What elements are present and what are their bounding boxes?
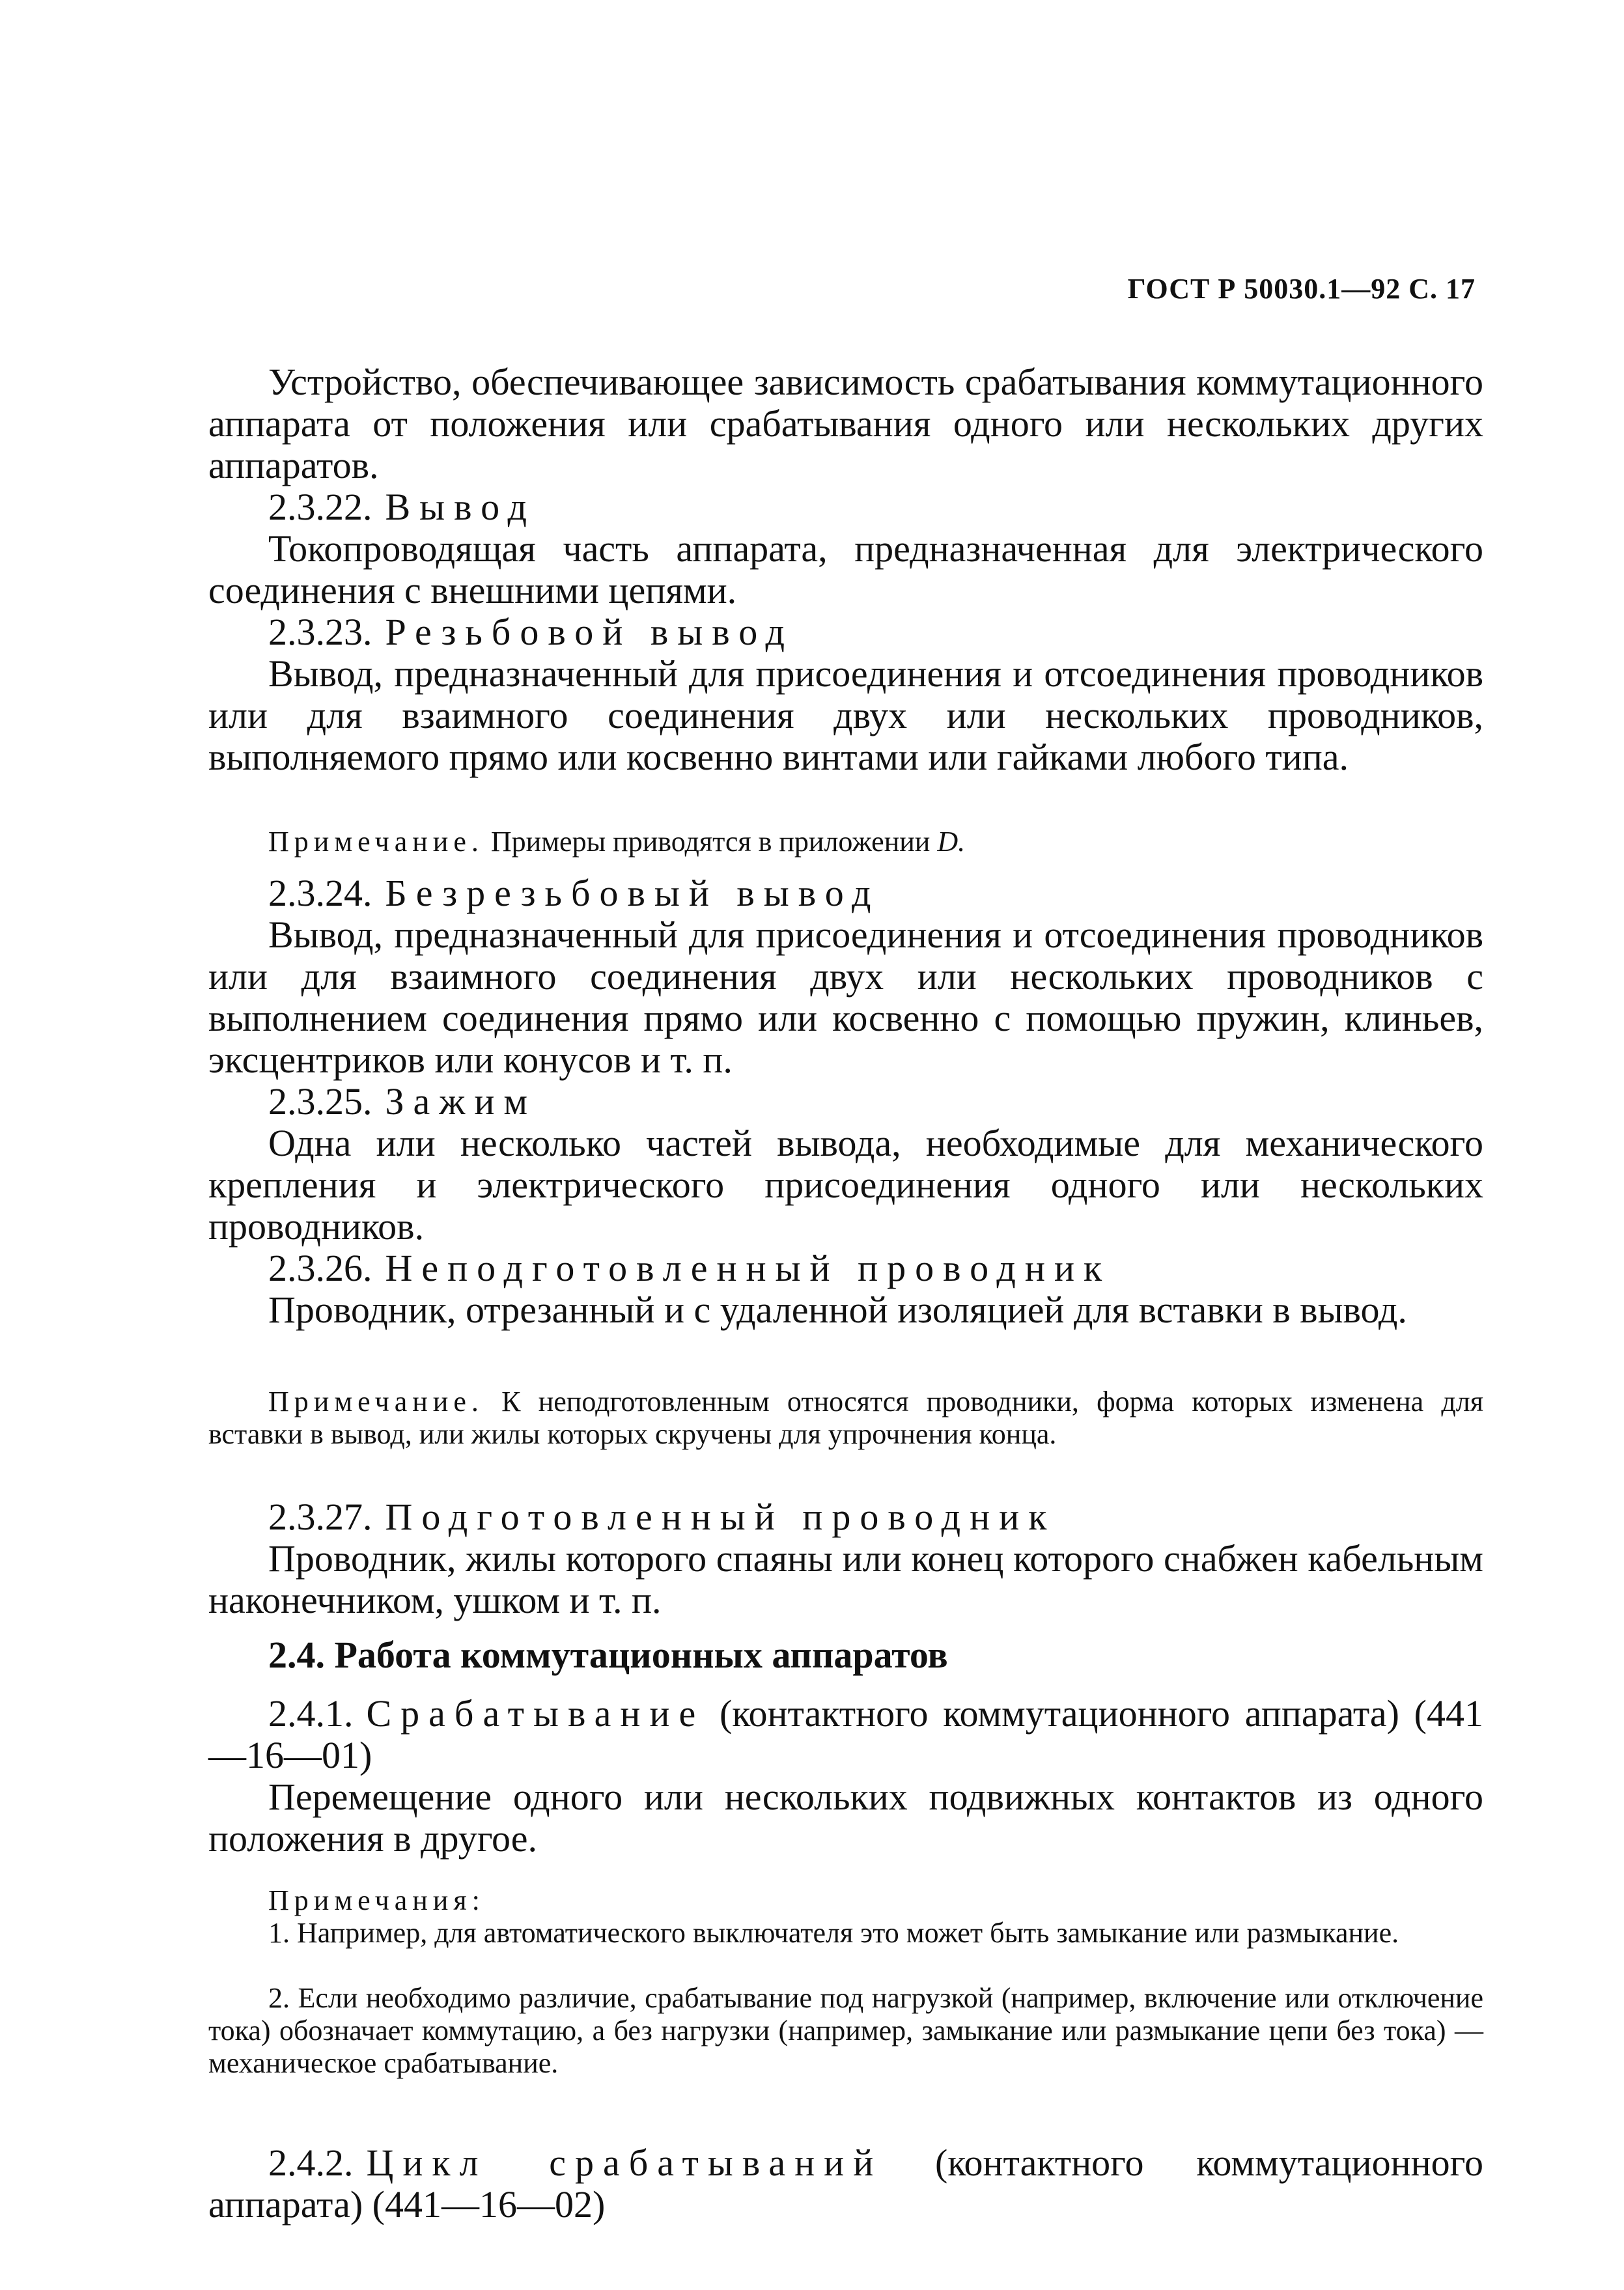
note-2 bbox=[208, 1386, 1483, 1451]
definition-2-3-22: Токопроводящая часть аппарата, предназначенная для электрического соединения с внешними цепями. bbox=[208, 527, 1483, 611]
term-title: Резьбовой вывод bbox=[385, 611, 794, 653]
note-text: К неподготовленным относятся проводники, форма которых изменена для вставки в вывод, или жилы которых скручены для упрочнения конца. bbox=[208, 1386, 1483, 1450]
note-label: Примечание. bbox=[268, 826, 484, 858]
term-2-3-26 bbox=[208, 1248, 1543, 1289]
intro-paragraph: Устройство, обеспечивающее зависимость срабатывания коммутационного аппарата от положения или срабатывания одного или нескольких других аппаратов. bbox=[208, 361, 1483, 486]
term-title: Цикл срабатываний bbox=[366, 2142, 883, 2184]
term-2-3-25 bbox=[208, 1081, 1543, 1123]
term-number: 2.3.24. bbox=[268, 872, 372, 914]
term-qualifier: (контактного коммутационного аппарата) (441—16—02) bbox=[208, 2142, 1483, 2226]
notes-heading: Примечания: bbox=[268, 1884, 485, 1916]
definition-2-4-1: Перемещение одного или нескольких подвижных контактов из одного положения в другое. bbox=[208, 1776, 1483, 1860]
note-item-1: 1. Например, для автоматического выключателя это может быть замыкание или размыкание. bbox=[268, 1917, 1399, 1949]
term-number: 2.3.25. bbox=[268, 1080, 372, 1123]
page-header: ГОСТ Р 50030.1—92 С. 17 bbox=[1127, 273, 1476, 305]
term-number: 2.3.23. bbox=[268, 611, 372, 653]
note-item-2: 2. Если необходимо различие, срабатывание под нагрузкой (например, включение или отключение тока) обозначает коммутацию, а без нагрузки (например, замыкание или размыкание цепи без тока) — механическое срабатывание. bbox=[208, 1982, 1483, 2079]
note-1 bbox=[208, 826, 1483, 858]
term-2-3-24 bbox=[208, 873, 1543, 914]
definition-2-3-27: Проводник, жилы которого спаяны или конец которого снабжен кабельным наконечником, ушком и т. п. bbox=[208, 1537, 1483, 1621]
term-title: Безрезьбовый вывод bbox=[385, 872, 880, 914]
term-title: Вывод bbox=[385, 486, 536, 528]
term-title: Зажим bbox=[385, 1080, 537, 1123]
term-2-3-22 bbox=[208, 486, 1543, 528]
term-title: Неподготовленный проводник bbox=[385, 1247, 1112, 1289]
definition-2-3-25: Одна или несколько частей вывода, необходимые для механического крепления и электрического присоединения одного или нескольких проводников. bbox=[208, 1122, 1483, 1248]
term-number: 2.3.27. bbox=[268, 1496, 372, 1538]
term-2-3-23 bbox=[208, 611, 1543, 653]
note-reference: D. bbox=[937, 826, 966, 858]
term-2-3-27 bbox=[208, 1496, 1543, 1538]
term-title: Срабатывание bbox=[366, 1692, 705, 1735]
term-2-4-2 bbox=[208, 2142, 1483, 2226]
note-label: Примечание. bbox=[268, 1386, 484, 1417]
note-text: Примеры приводятся в приложении bbox=[490, 826, 931, 858]
notes-label bbox=[208, 1884, 1543, 1917]
term-qualifier: (контактного коммутационного аппарата) (441—16—01) bbox=[208, 1692, 1483, 1776]
definition-2-3-26: Проводник, отрезанный и с удаленной изоляцией для вставки в вывод. bbox=[268, 1289, 1407, 1331]
term-number: 2.4.1. bbox=[268, 1692, 354, 1735]
definition-2-3-24: Вывод, предназначенный для присоединения и отсоединения проводников или для взаимного соединения двух или нескольких проводников с выполнением соединения прямо или косвенно с помощью пружин, клиньев, эксцентриков или конусов и т. п. bbox=[208, 914, 1483, 1081]
term-2-4-1 bbox=[208, 1693, 1483, 1776]
term-number: 2.4.2. bbox=[268, 2142, 354, 2184]
term-number: 2.3.26. bbox=[268, 1247, 372, 1289]
term-number: 2.3.22. bbox=[268, 486, 372, 528]
section-heading-2-4: 2.4. Работа коммутационных аппаратов bbox=[268, 1634, 948, 1676]
term-title: Подготовленный проводник bbox=[385, 1496, 1056, 1538]
definition-2-3-23: Вывод, предназначенный для присоединения и отсоединения проводников или для взаимного соединения двух или нескольких проводников, выполняемого прямо или косвенно винтами или гайками любого типа. bbox=[208, 652, 1483, 778]
